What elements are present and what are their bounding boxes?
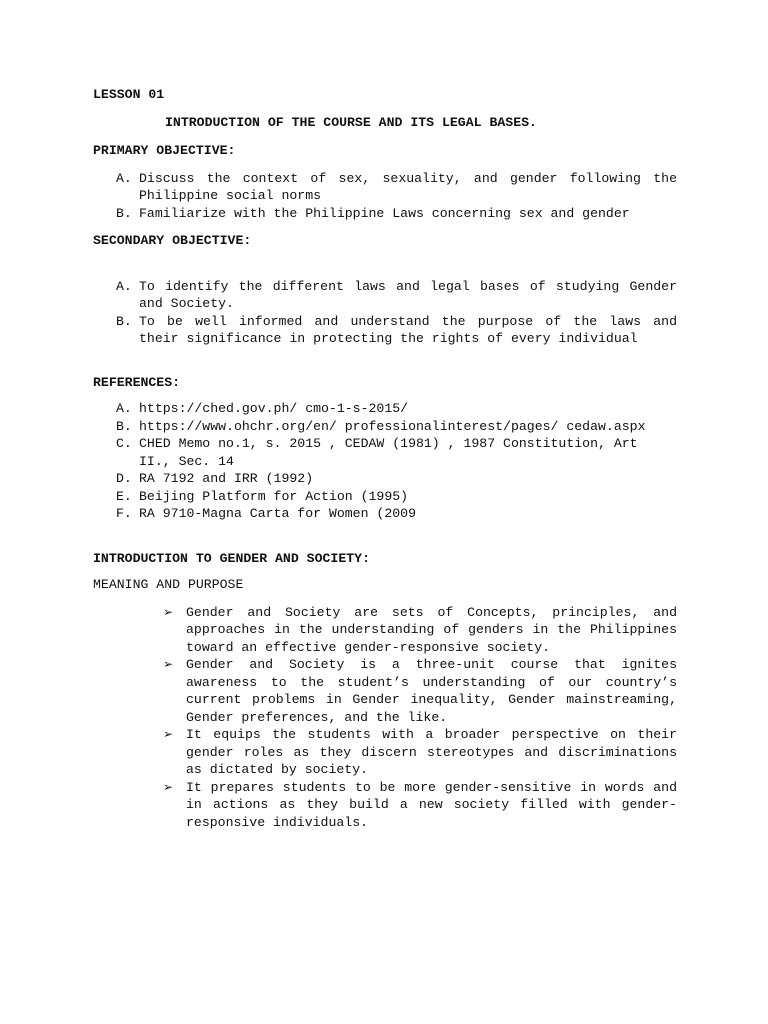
reference-link[interactable]: https://www.ohchr.org/en/ professionalinterest/pages/ cedaw.aspx — [139, 418, 646, 434]
arrow-bullet-icon: ➢ — [163, 657, 174, 671]
references-heading: REFERENCES: — [93, 374, 181, 390]
list-item-text: Beijing Platform for Action (1995) — [139, 488, 409, 504]
bullet-text: It equips the students with a broader perspective on their gender roles as they discern stereotypes and discriminations as dictated by society. — [186, 727, 677, 777]
arrow-bullet-icon: ➢ — [163, 727, 174, 741]
list-item — [93, 604, 677, 657]
list-item-text: RA 9710-Magna Carta for Women (2009 — [139, 506, 416, 521]
list-item — [93, 418, 677, 436]
list-item — [93, 400, 677, 418]
list-marker: A. — [116, 401, 132, 416]
list-marker: C. — [116, 436, 132, 451]
list-marker: A. — [116, 278, 132, 294]
list-item — [93, 726, 677, 779]
list-marker: B. — [116, 313, 132, 329]
list-item-text: CHED Memo no.1, s. 2015 , CEDAW (1981) , 1987 Constitution, Art II., Sec. 14 — [139, 436, 638, 469]
list-item-text: To be well informed and understand the purpose of the laws and their significance in protecting the rights of every individual — [139, 313, 677, 346]
list-item — [93, 470, 677, 488]
primary-objective-list — [93, 170, 677, 223]
bullet-text: Gender and Society are sets of Concepts, principles, and approaches in the understanding of genders in the Philippines toward an effective gender-responsive society. — [186, 604, 677, 655]
meaning-purpose-subheading: MEANING AND PURPOSE — [93, 577, 244, 592]
secondary-objective-heading: SECONDARY OBJECTIVE: — [93, 233, 252, 248]
list-marker: D. — [116, 471, 132, 486]
list-item-text: To identify the different laws and legal bases of studying Gender and Society. — [139, 278, 677, 311]
intro-bullet-list — [93, 604, 677, 832]
arrow-bullet-icon: ➢ — [163, 604, 174, 619]
list-item — [93, 505, 677, 523]
list-marker: E. — [116, 488, 132, 504]
arrow-bullet-icon: ➢ — [163, 779, 174, 794]
bullet-text: Gender and Society is a three-unit course that ignites awareness to the student’s understanding of our country’s current problems in Gender inequality, Gender mainstreaming, Gender preferences, and the like. — [186, 657, 677, 725]
list-marker: B. — [116, 418, 132, 434]
list-item — [93, 435, 677, 470]
list-item — [93, 205, 677, 223]
bullet-text: It prepares students to be more gender-sensitive in words and in actions as they build a new society filled with gender-responsive individuals. — [186, 779, 677, 830]
reference-link[interactable]: https://ched.gov.ph/ cmo-1-s-2015/ — [139, 401, 409, 416]
lesson-number: LESSON 01 — [93, 87, 165, 102]
list-item — [93, 779, 677, 832]
primary-objective-heading: PRIMARY OBJECTIVE: — [93, 143, 236, 158]
lesson-title: INTRODUCTION OF THE COURSE AND ITS LEGAL BASES. — [165, 115, 537, 130]
introduction-heading: INTRODUCTION TO GENDER AND SOCIETY: — [93, 550, 370, 566]
secondary-objective-list — [93, 278, 677, 348]
list-item-text: RA 7192 and IRR (1992) — [139, 471, 314, 486]
document-page — [93, 86, 677, 831]
list-item — [93, 656, 677, 726]
list-item — [93, 170, 677, 205]
references-list — [93, 400, 677, 523]
list-item — [93, 488, 677, 506]
list-marker: A. — [116, 170, 132, 186]
list-marker: F. — [116, 506, 132, 521]
list-item-text: Discuss the context of sex, sexuality, and gender following the Philippine social norms — [139, 170, 677, 203]
list-item — [93, 278, 677, 313]
list-item-text: Familiarize with the Philippine Laws concerning sex and gender — [139, 205, 630, 221]
list-marker: B. — [116, 205, 132, 221]
list-item — [93, 313, 677, 348]
